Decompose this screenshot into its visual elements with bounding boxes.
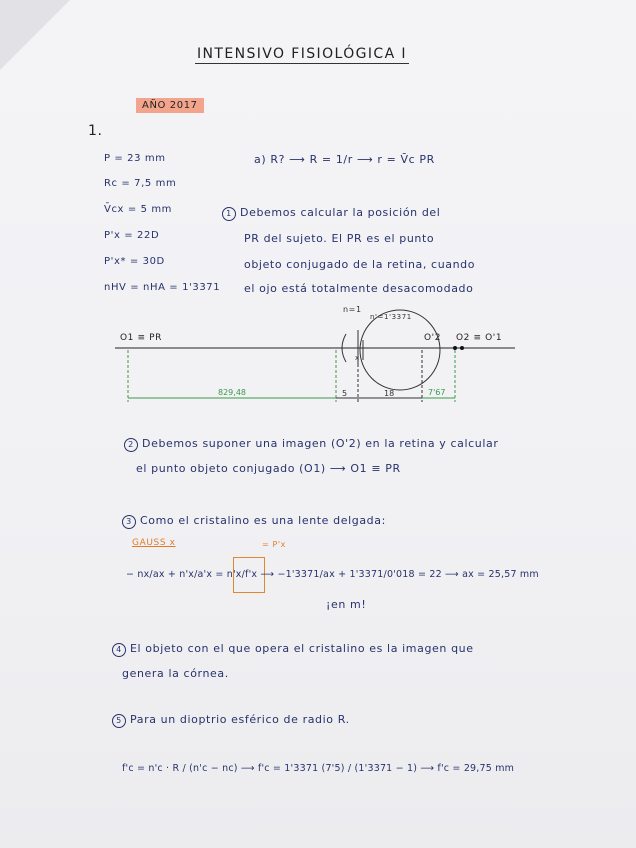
diagram-o2o1: O2 ≡ O'1 — [456, 333, 503, 343]
step2-line: el punto objeto conjugado (O1) ⟶ O1 ≡ PR — [136, 462, 401, 475]
part-a: a) R? ⟶ R = 1/r ⟶ r = V̄c PR — [254, 153, 435, 166]
dim-label-5: 5 — [342, 389, 348, 398]
gauss-label: GAUSS x — [132, 538, 176, 548]
data-line: Rc = 7,5 mm — [104, 178, 177, 189]
diagram-o2prime: O'2 — [424, 333, 442, 343]
dim-label-18: 18 — [384, 389, 395, 398]
step5-line — [112, 713, 350, 728]
data-line: V̄cx = 5 mm — [104, 204, 173, 215]
step3-line — [122, 514, 386, 529]
step1-line: el ojo está totalmente desacomodado — [244, 282, 474, 295]
diagram-o1: O1 ≡ PR — [120, 333, 162, 343]
data-line: nHV = nHA = 1'3371 — [104, 282, 221, 293]
page-title: INTENSIVO FISIOLÓGICA I — [197, 46, 407, 62]
retina-point — [453, 346, 457, 350]
gauss-equation: − nx/ax + n'x/a'x = n'x/f'x ⟶ −1'3371/ax + 1'3371/0'018 = 22 ⟶ ax = 25,57 mm — [126, 569, 539, 580]
data-line: P = 23 mm — [104, 153, 166, 164]
step-number-badge: 1 — [222, 207, 236, 221]
folded-corner — [0, 0, 70, 70]
step1-text: Debemos calcular la posición del — [240, 206, 441, 219]
diagram-x-label: x — [355, 354, 360, 362]
data-line: P'x* = 30D — [104, 256, 165, 267]
step1-line — [222, 206, 440, 221]
step5-text: Para un dioptrio esférico de radio R. — [130, 713, 350, 726]
final-equation: f'c = n'c · R / (n'c − nc) ⟶ f'c = 1'3371 (7'5) / (1'3371 − 1) ⟶ f'c = 29,75 mm — [122, 763, 515, 774]
step1-line: objeto conjugado de la retina, cuando — [244, 258, 476, 271]
step-number-badge: 4 — [112, 643, 126, 657]
step-number-badge: 3 — [122, 515, 136, 529]
step4-text: El objeto con el que opera el cristalino es la imagen que — [130, 642, 474, 655]
step-number-badge: 5 — [112, 714, 126, 728]
eye-diagram — [110, 300, 530, 412]
dim-label-far: 829,48 — [218, 388, 246, 397]
step2-line — [124, 437, 498, 452]
diagram-n1: n=1 — [343, 305, 362, 314]
step1-line: PR del sujeto. El PR es el punto — [244, 232, 435, 245]
step4-line: genera la córnea. — [122, 667, 229, 680]
question-number: 1. — [88, 123, 103, 139]
dim-label-small: 7'67 — [428, 388, 446, 397]
gauss-note: ¡en m! — [326, 598, 367, 611]
arrow-note: = P'x — [262, 540, 287, 549]
year-label: AÑO 2017 — [136, 98, 204, 113]
step2-text: Debemos suponer una imagen (O'2) en la retina y calcular — [142, 437, 499, 450]
step4-line — [112, 642, 474, 657]
image-point — [460, 346, 464, 350]
diagram-n2: n'=1'3371 — [370, 313, 412, 321]
step-number-badge: 2 — [124, 438, 138, 452]
data-line: P'x = 22D — [104, 230, 160, 241]
step3-text: Como el cristalino es una lente delgada: — [140, 514, 386, 527]
eye-globe — [360, 310, 440, 390]
